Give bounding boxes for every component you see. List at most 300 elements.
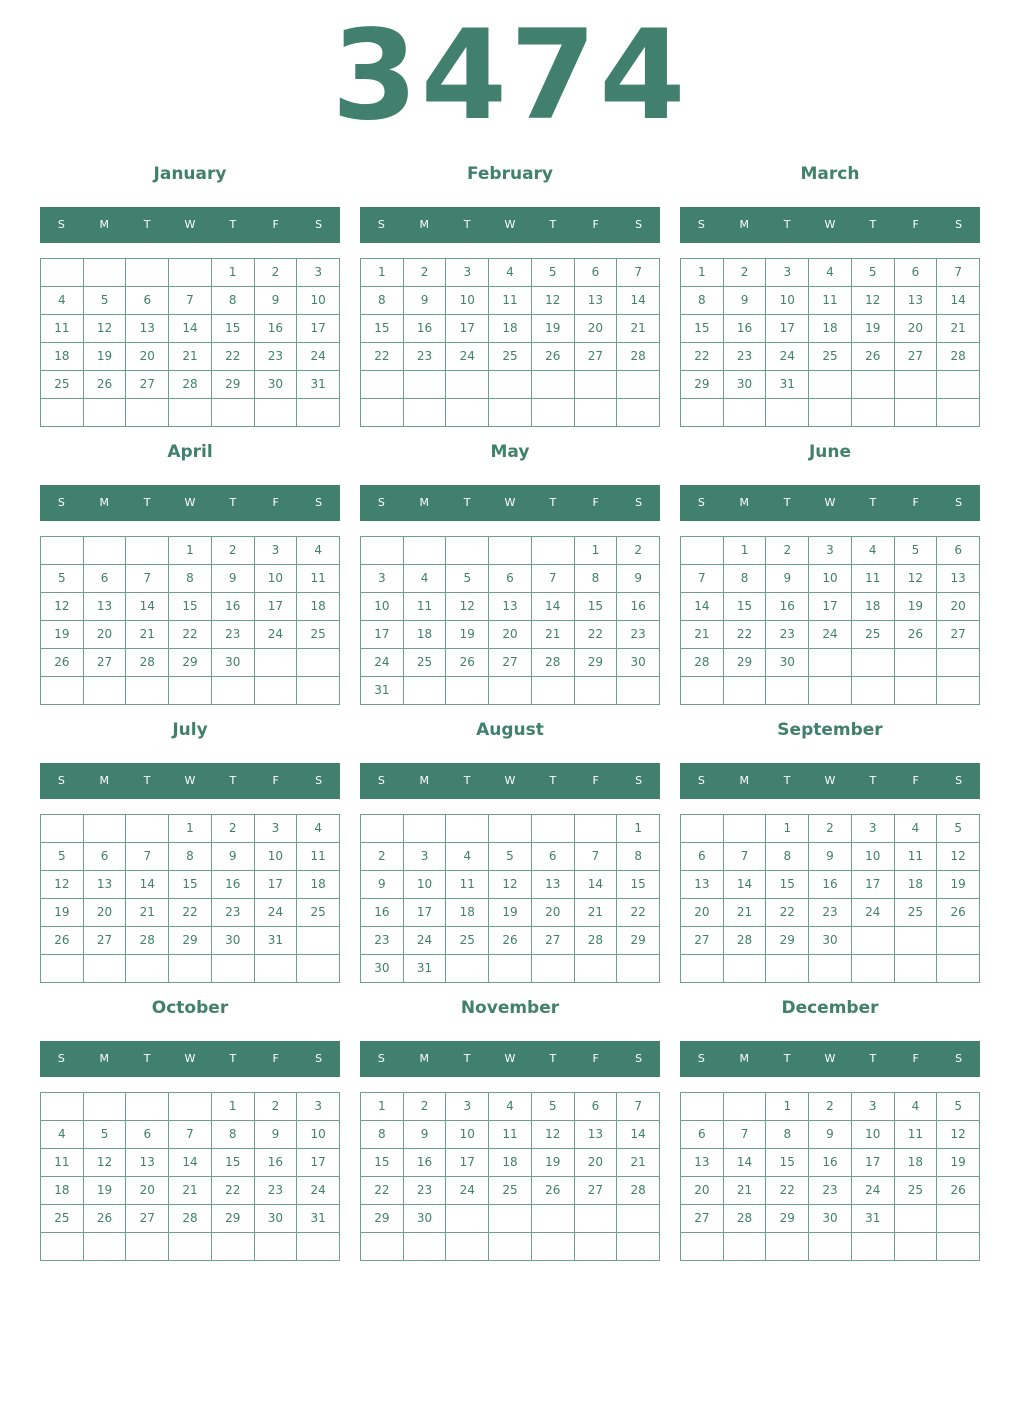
day-cell: 25 (809, 343, 852, 371)
empty-day-cell (681, 677, 724, 705)
day-cell: 15 (169, 871, 212, 899)
month-name: August (476, 720, 544, 740)
day-cell: 28 (724, 927, 767, 955)
day-cell: 6 (575, 1093, 618, 1121)
day-cell: 27 (126, 371, 169, 399)
weekday-label: M (739, 774, 750, 787)
empty-day-cell (169, 955, 212, 983)
empty-day-cell (84, 677, 127, 705)
empty-day-cell (361, 815, 404, 843)
weekday-label: F (272, 774, 279, 787)
day-cell: 23 (255, 343, 298, 371)
day-cell: 18 (446, 899, 489, 927)
empty-day-cell (895, 1233, 938, 1261)
day-cell: 17 (446, 315, 489, 343)
day-cell: 15 (212, 1149, 255, 1177)
weekday-label: S (955, 496, 963, 509)
month-calendar-december (680, 994, 980, 1260)
empty-day-cell (809, 649, 852, 677)
day-cell: 20 (126, 1177, 169, 1205)
weekday-label: M (99, 1052, 110, 1065)
day-cell: 5 (446, 565, 489, 593)
weekday-label: T (549, 496, 557, 509)
day-cell: 10 (361, 593, 404, 621)
day-cell: 31 (766, 371, 809, 399)
day-cell: 14 (724, 871, 767, 899)
month-calendar-may (360, 438, 660, 704)
month-name: July (172, 720, 208, 740)
day-cell: 26 (41, 649, 84, 677)
empty-day-cell (575, 371, 618, 399)
day-cell: 15 (169, 593, 212, 621)
empty-day-cell (724, 677, 767, 705)
day-cell: 30 (724, 371, 767, 399)
day-cell: 3 (404, 843, 447, 871)
day-cell: 31 (297, 1205, 340, 1233)
day-grid (40, 258, 340, 427)
day-grid (40, 1092, 340, 1261)
day-cell: 25 (41, 371, 84, 399)
day-cell: 10 (297, 287, 340, 315)
empty-day-cell (297, 955, 340, 983)
empty-day-cell (84, 399, 127, 427)
weekday-label: F (912, 1052, 919, 1065)
day-cell: 18 (809, 315, 852, 343)
weekday-label: T (143, 774, 151, 787)
empty-day-cell (532, 1233, 575, 1261)
day-cell: 16 (766, 593, 809, 621)
month-calendar-august (360, 716, 660, 982)
day-cell: 16 (212, 593, 255, 621)
day-cell: 7 (532, 565, 575, 593)
empty-day-cell (895, 677, 938, 705)
day-cell: 4 (895, 1093, 938, 1121)
weekday-label: W (504, 1052, 516, 1065)
day-cell: 14 (532, 593, 575, 621)
day-cell: 23 (404, 1177, 447, 1205)
day-cell: 29 (169, 649, 212, 677)
day-cell: 11 (895, 1121, 938, 1149)
empty-day-cell (852, 371, 895, 399)
day-cell: 13 (489, 593, 532, 621)
day-cell: 28 (169, 371, 212, 399)
empty-day-cell (41, 815, 84, 843)
day-cell: 15 (681, 315, 724, 343)
day-cell: 11 (41, 315, 84, 343)
empty-day-cell (937, 927, 980, 955)
day-cell: 6 (937, 537, 980, 565)
day-cell: 26 (446, 649, 489, 677)
day-cell: 11 (446, 871, 489, 899)
empty-day-cell (575, 677, 618, 705)
empty-day-cell (489, 815, 532, 843)
empty-day-cell (852, 677, 895, 705)
day-cell: 18 (297, 871, 340, 899)
empty-day-cell (532, 537, 575, 565)
weekday-header (680, 485, 980, 521)
day-cell: 3 (446, 1093, 489, 1121)
empty-day-cell (212, 955, 255, 983)
day-cell: 7 (724, 1121, 767, 1149)
day-cell: 13 (895, 287, 938, 315)
day-cell: 29 (766, 927, 809, 955)
weekday-label: T (463, 496, 471, 509)
weekday-label: S (377, 496, 385, 509)
day-cell: 26 (532, 1177, 575, 1205)
day-cell: 18 (404, 621, 447, 649)
day-cell: 22 (766, 1177, 809, 1205)
day-cell: 16 (809, 871, 852, 899)
empty-day-cell (404, 1233, 447, 1261)
day-cell: 12 (41, 871, 84, 899)
day-cell: 20 (575, 315, 618, 343)
weekday-label: F (912, 496, 919, 509)
empty-day-cell (532, 815, 575, 843)
empty-day-cell (681, 537, 724, 565)
day-cell: 20 (489, 621, 532, 649)
day-grid (360, 1092, 660, 1261)
day-cell: 7 (617, 259, 660, 287)
empty-day-cell (41, 1233, 84, 1261)
empty-day-cell (446, 537, 489, 565)
empty-day-cell (361, 1233, 404, 1261)
day-cell: 1 (766, 815, 809, 843)
day-cell: 26 (937, 899, 980, 927)
weekday-header (40, 763, 340, 799)
day-cell: 5 (41, 843, 84, 871)
day-cell: 5 (852, 259, 895, 287)
weekday-label: T (143, 496, 151, 509)
day-cell: 22 (766, 899, 809, 927)
day-cell: 19 (532, 1149, 575, 1177)
day-cell: 16 (617, 593, 660, 621)
day-cell: 9 (255, 1121, 298, 1149)
day-cell: 15 (766, 1149, 809, 1177)
weekday-label: T (229, 774, 237, 787)
weekday-header (360, 485, 660, 521)
empty-day-cell (169, 1093, 212, 1121)
day-cell: 24 (361, 649, 404, 677)
day-cell: 19 (852, 315, 895, 343)
day-cell: 14 (617, 1121, 660, 1149)
day-cell: 12 (937, 843, 980, 871)
empty-day-cell (575, 1205, 618, 1233)
day-cell: 29 (766, 1205, 809, 1233)
day-cell: 25 (297, 621, 340, 649)
empty-day-cell (446, 371, 489, 399)
day-cell: 24 (766, 343, 809, 371)
day-cell: 4 (446, 843, 489, 871)
day-cell: 29 (575, 649, 618, 677)
day-cell: 31 (852, 1205, 895, 1233)
day-cell: 2 (766, 537, 809, 565)
empty-day-cell (84, 955, 127, 983)
day-cell: 15 (617, 871, 660, 899)
day-cell: 24 (446, 343, 489, 371)
day-cell: 9 (404, 287, 447, 315)
day-cell: 12 (446, 593, 489, 621)
day-cell: 14 (169, 1149, 212, 1177)
day-cell: 26 (895, 621, 938, 649)
weekday-label: S (635, 218, 643, 231)
day-cell: 8 (361, 287, 404, 315)
day-cell: 29 (361, 1205, 404, 1233)
day-cell: 10 (766, 287, 809, 315)
day-cell: 16 (212, 871, 255, 899)
month-name: January (153, 164, 227, 184)
day-cell: 13 (84, 593, 127, 621)
day-cell: 24 (852, 1177, 895, 1205)
weekday-label: F (912, 774, 919, 787)
empty-day-cell (446, 815, 489, 843)
year-title: 3474 (331, 4, 689, 148)
day-cell: 19 (84, 343, 127, 371)
weekday-label: M (739, 496, 750, 509)
day-cell: 4 (41, 287, 84, 315)
day-cell: 8 (724, 565, 767, 593)
weekday-label: S (697, 218, 705, 231)
day-cell: 2 (255, 259, 298, 287)
day-cell: 12 (937, 1121, 980, 1149)
weekday-label: T (783, 496, 791, 509)
empty-day-cell (681, 1093, 724, 1121)
day-cell: 4 (41, 1121, 84, 1149)
day-cell: 11 (809, 287, 852, 315)
day-cell: 28 (617, 1177, 660, 1205)
day-cell: 25 (446, 927, 489, 955)
empty-day-cell (84, 259, 127, 287)
empty-day-cell (84, 537, 127, 565)
day-cell: 12 (84, 1149, 127, 1177)
month-name: November (460, 998, 560, 1018)
empty-day-cell (724, 1093, 767, 1121)
day-cell: 27 (126, 1205, 169, 1233)
day-cell: 16 (404, 315, 447, 343)
day-cell: 25 (489, 1177, 532, 1205)
day-cell: 30 (809, 1205, 852, 1233)
weekday-label: F (272, 218, 279, 231)
day-cell: 19 (446, 621, 489, 649)
day-cell: 12 (84, 315, 127, 343)
day-cell: 23 (617, 621, 660, 649)
day-cell: 11 (404, 593, 447, 621)
day-cell: 20 (532, 899, 575, 927)
day-cell: 28 (575, 927, 618, 955)
day-cell: 8 (617, 843, 660, 871)
day-cell: 1 (169, 815, 212, 843)
weekday-label: T (229, 496, 237, 509)
day-cell: 22 (361, 343, 404, 371)
day-cell: 6 (489, 565, 532, 593)
day-cell: 5 (489, 843, 532, 871)
day-grid (360, 258, 660, 427)
day-cell: 3 (361, 565, 404, 593)
day-cell: 12 (532, 287, 575, 315)
empty-day-cell (212, 399, 255, 427)
day-cell: 28 (126, 649, 169, 677)
empty-day-cell (617, 371, 660, 399)
day-cell: 8 (681, 287, 724, 315)
day-cell: 7 (169, 1121, 212, 1149)
day-cell: 10 (852, 843, 895, 871)
day-grid (680, 1092, 980, 1261)
empty-day-cell (404, 399, 447, 427)
day-cell: 19 (84, 1177, 127, 1205)
day-cell: 22 (575, 621, 618, 649)
empty-day-cell (297, 399, 340, 427)
empty-day-cell (766, 399, 809, 427)
weekday-label: S (377, 218, 385, 231)
day-cell: 23 (809, 899, 852, 927)
day-cell: 24 (852, 899, 895, 927)
empty-day-cell (212, 677, 255, 705)
empty-day-cell (575, 955, 618, 983)
day-cell: 7 (126, 843, 169, 871)
day-cell: 26 (532, 343, 575, 371)
month-calendar-january (40, 160, 340, 426)
day-cell: 20 (126, 343, 169, 371)
day-cell: 28 (532, 649, 575, 677)
day-cell: 13 (681, 871, 724, 899)
empty-day-cell (489, 371, 532, 399)
empty-day-cell (169, 399, 212, 427)
weekday-header (40, 1041, 340, 1077)
empty-day-cell (41, 955, 84, 983)
day-cell: 2 (809, 1093, 852, 1121)
day-cell: 27 (575, 343, 618, 371)
day-grid (40, 536, 340, 705)
day-cell: 2 (724, 259, 767, 287)
day-cell: 15 (361, 315, 404, 343)
weekday-label: T (143, 1052, 151, 1065)
day-cell: 17 (361, 621, 404, 649)
day-cell: 22 (361, 1177, 404, 1205)
empty-day-cell (84, 815, 127, 843)
empty-day-cell (255, 1233, 298, 1261)
day-cell: 4 (809, 259, 852, 287)
day-cell: 27 (895, 343, 938, 371)
months-grid (40, 160, 980, 1260)
empty-day-cell (126, 815, 169, 843)
empty-day-cell (297, 927, 340, 955)
day-cell: 3 (446, 259, 489, 287)
day-cell: 5 (895, 537, 938, 565)
empty-day-cell (937, 1205, 980, 1233)
empty-day-cell (446, 1233, 489, 1261)
empty-day-cell (937, 399, 980, 427)
day-cell: 13 (575, 287, 618, 315)
day-cell: 24 (255, 899, 298, 927)
empty-day-cell (126, 399, 169, 427)
empty-day-cell (489, 1205, 532, 1233)
day-cell: 18 (489, 1149, 532, 1177)
weekday-label: S (377, 1052, 385, 1065)
empty-day-cell (724, 815, 767, 843)
day-cell: 1 (617, 815, 660, 843)
day-cell: 17 (297, 1149, 340, 1177)
empty-day-cell (297, 1233, 340, 1261)
weekday-header (360, 1041, 660, 1077)
day-cell: 24 (446, 1177, 489, 1205)
day-cell: 21 (169, 1177, 212, 1205)
weekday-label: S (955, 1052, 963, 1065)
weekday-header (40, 485, 340, 521)
empty-day-cell (361, 371, 404, 399)
weekday-label: W (824, 774, 836, 787)
day-cell: 18 (297, 593, 340, 621)
day-cell: 16 (809, 1149, 852, 1177)
day-cell: 13 (126, 1149, 169, 1177)
weekday-label: S (315, 218, 323, 231)
month-calendar-september (680, 716, 980, 982)
day-cell: 27 (681, 1205, 724, 1233)
day-cell: 7 (126, 565, 169, 593)
empty-day-cell (126, 1093, 169, 1121)
day-cell: 16 (361, 899, 404, 927)
weekday-label: F (592, 218, 599, 231)
day-cell: 6 (84, 565, 127, 593)
day-cell: 3 (809, 537, 852, 565)
day-cell: 2 (809, 815, 852, 843)
day-cell: 2 (404, 1093, 447, 1121)
empty-day-cell (937, 677, 980, 705)
empty-day-cell (895, 399, 938, 427)
empty-day-cell (41, 677, 84, 705)
empty-day-cell (361, 537, 404, 565)
day-cell: 8 (361, 1121, 404, 1149)
day-cell: 22 (617, 899, 660, 927)
day-cell: 10 (446, 287, 489, 315)
weekday-header (680, 207, 980, 243)
empty-day-cell (126, 1233, 169, 1261)
empty-day-cell (41, 259, 84, 287)
day-cell: 12 (532, 1121, 575, 1149)
empty-day-cell (937, 371, 980, 399)
empty-day-cell (937, 1233, 980, 1261)
month-calendar-february (360, 160, 660, 426)
empty-day-cell (489, 955, 532, 983)
empty-day-cell (489, 537, 532, 565)
day-cell: 29 (212, 1205, 255, 1233)
weekday-label: S (635, 496, 643, 509)
empty-day-cell (126, 955, 169, 983)
day-cell: 30 (255, 1205, 298, 1233)
empty-day-cell (41, 537, 84, 565)
day-cell: 14 (169, 315, 212, 343)
day-cell: 17 (297, 315, 340, 343)
day-cell: 29 (724, 649, 767, 677)
empty-day-cell (169, 677, 212, 705)
day-cell: 15 (724, 593, 767, 621)
weekday-label: S (635, 774, 643, 787)
day-cell: 23 (809, 1177, 852, 1205)
empty-day-cell (809, 371, 852, 399)
day-cell: 15 (766, 871, 809, 899)
day-cell: 30 (766, 649, 809, 677)
day-cell: 28 (724, 1205, 767, 1233)
empty-day-cell (937, 649, 980, 677)
day-cell: 5 (937, 815, 980, 843)
weekday-label: S (57, 774, 65, 787)
empty-day-cell (532, 371, 575, 399)
day-cell: 11 (297, 843, 340, 871)
day-cell: 1 (212, 259, 255, 287)
day-cell: 6 (532, 843, 575, 871)
day-cell: 31 (361, 677, 404, 705)
weekday-label: S (57, 496, 65, 509)
weekday-label: S (57, 1052, 65, 1065)
day-cell: 5 (532, 1093, 575, 1121)
